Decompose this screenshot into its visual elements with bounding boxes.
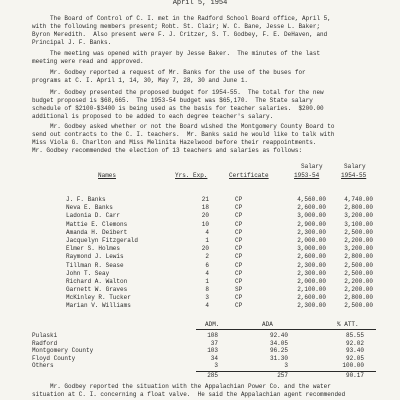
salary-1954-55: 2,200.00 <box>344 236 373 244</box>
salary-1954-55: 2,500.00 <box>344 261 373 269</box>
adm-value: 108 <box>207 332 218 339</box>
adm-value: 103 <box>207 347 218 355</box>
salary-1953-54: 3,000.00 <box>297 212 326 220</box>
header-names: Names <box>98 172 117 179</box>
attendance-percent: 92.05 <box>345 354 364 362</box>
paragraph-budget: Mr. Godbey presented the proposed budget for 1954-55. The total for the new budget proposed is $68,665. The 1953-54 budget was $65,170. The State salary schedule of $2100-$3400 is being used as the basis for teacher salaries. $200.00 additional is proposed to be added to each degree teacher's salary. <box>32 89 324 120</box>
salary-label: Salary <box>301 163 323 170</box>
attendance-percent: 93.40 <box>345 347 364 355</box>
years-experience: 4 <box>205 269 209 277</box>
county-name: Montgomery County <box>32 347 94 355</box>
salary-1953-54: 2,100.00 <box>297 286 326 294</box>
salary-1954-55: 2,500.00 <box>344 228 373 236</box>
teacher-name: Richard A. Walton <box>66 277 128 285</box>
attendance-header-rule <box>196 329 376 330</box>
county-name: Pulaski <box>32 332 58 339</box>
ada-value: 92.40 <box>269 332 288 339</box>
paragraph-contracts: Mr. Godbey asked whether or not the Board wished the Montgomery County Board to send out contracts to the C. I. teachers. Mr. Banks said he would like to talk with Miss Viola G. Charlton and Miss Melinita Hazelwood before their reappointments. Mr. Godbey recommended the election of 13 teachers and salaries as follows: <box>32 123 335 154</box>
table-row <box>0 362 400 370</box>
teacher-name: Jacquelyn Fitzgerald <box>66 236 139 244</box>
salary-1954-55: 2,200.00 <box>344 286 373 294</box>
table-row <box>0 347 400 355</box>
salary-1953-54: 2,000.00 <box>297 277 326 285</box>
header-salary-1954: 1954-55 <box>341 172 367 179</box>
total-adm: 285 <box>207 372 218 379</box>
salary-1954-55: 2,800.00 <box>344 294 373 302</box>
certificate: CP <box>235 269 243 277</box>
teacher-name: Neva E. Banks <box>66 204 113 212</box>
years-experience: 21 <box>201 196 209 203</box>
table-row <box>0 262 400 270</box>
county-name: Floyd County <box>32 354 76 362</box>
header-certificate: Certificate <box>229 172 269 179</box>
table-row <box>0 278 400 286</box>
salary-1953-54: 2,300.00 <box>297 228 326 236</box>
certificate: CP <box>235 204 243 212</box>
salary-1953-54: 2,000.00 <box>297 236 326 244</box>
certificate: CP <box>235 261 243 269</box>
adm-value: 3 <box>214 362 218 370</box>
paragraph-buses: Mr. Godbey reported a request of Mr. Banks for the use of the buses for programs at C. I. April 1, 14, 30, May 7, 28, 30 and June 1. <box>32 69 306 84</box>
teacher-name: Mattie E. Clemons <box>66 220 128 228</box>
attendance-percent: 100.00 <box>342 362 364 370</box>
teacher-name: John T. Seay <box>66 269 110 277</box>
paragraph-power-co: Mr. Godbey reported the situation with the Appalachian Power Co. and the water situation at C. I. concerning a float valve. He said the Appalachian agent recommended <box>32 383 346 398</box>
date-line: April 5, 1954 <box>172 0 228 7</box>
salary-1954-55: 2,800.00 <box>344 253 373 261</box>
years-experience: 8 <box>205 286 209 294</box>
table-row <box>0 237 400 245</box>
certificate: CP <box>235 302 243 310</box>
header-adm: ADM. <box>205 321 220 328</box>
certificate: CP <box>235 245 243 253</box>
attendance-table <box>0 332 400 370</box>
header-ada: ADA <box>262 321 273 328</box>
certificate: SP <box>235 286 243 294</box>
years-experience: 2 <box>205 253 209 261</box>
table-row <box>0 221 400 229</box>
salary-1953-54: 2,600.00 <box>297 204 326 212</box>
ada-value: 31.30 <box>269 354 288 362</box>
table-row <box>0 229 400 237</box>
salary-1953-54: 4,560.00 <box>297 196 326 203</box>
header-years: Yrs. Exp. <box>175 172 208 179</box>
teacher-name: Raymond J. Lewis <box>66 253 124 261</box>
table-row <box>0 302 400 310</box>
teacher-name: Marian V. Williams <box>66 302 131 310</box>
table-row <box>0 332 400 340</box>
total-ada: 257 <box>277 372 288 379</box>
salary-1953-54: 2,300.00 <box>297 302 326 310</box>
ada-value: 34.05 <box>269 339 288 347</box>
salary-1954-55: 2,200.00 <box>344 277 373 285</box>
table-row <box>0 212 400 220</box>
header-salary-1953: 1953-54 <box>294 172 320 179</box>
years-experience: 4 <box>205 302 209 310</box>
salary-1954-55: 2,500.00 <box>344 302 373 310</box>
salary-1954-55: 4,740.00 <box>344 196 373 203</box>
teacher-name: Garnett W. Graves <box>66 286 128 294</box>
teacher-name: McKinley R. Tucker <box>66 294 131 302</box>
table-row <box>0 253 400 261</box>
county-name: Others <box>32 362 54 370</box>
salary-label: Salary <box>344 163 366 170</box>
salary-1953-54: 2,900.00 <box>297 220 326 228</box>
certificate: CP <box>235 212 243 220</box>
years-experience: 10 <box>201 220 209 228</box>
ada-value: 3 <box>284 362 288 370</box>
salary-1953-54: 2,300.00 <box>297 261 326 269</box>
teacher-name: Amanda H. Deibert <box>66 228 128 236</box>
attendance-percent: 85.55 <box>345 332 364 339</box>
attendance-total-row <box>0 372 400 380</box>
salary-1954-55: 2,500.00 <box>344 269 373 277</box>
teacher-name: Tillman R. Sease <box>66 261 124 269</box>
table-row <box>0 196 400 204</box>
salary-1953-54: 2,600.00 <box>297 294 326 302</box>
certificate: CP <box>235 294 243 302</box>
certificate: CP <box>235 277 243 285</box>
salary-1954-55: 3,200.00 <box>344 212 373 220</box>
adm-value: 37 <box>210 339 218 347</box>
table-row <box>0 245 400 253</box>
years-experience: 1 <box>205 277 209 285</box>
years-experience: 3 <box>205 294 209 302</box>
table-row <box>0 270 400 278</box>
years-experience: 18 <box>201 204 209 212</box>
table-row <box>0 204 400 212</box>
salary-1954-55: 3,100.00 <box>344 220 373 228</box>
salary-1954-55: 3,200.00 <box>344 245 373 253</box>
paragraph-attendance: The Board of Control of C. I. met in the Radford School Board office, April 5, with the following members present; Robt. St. Clair; W. C. Bane, Jesse L. Baker; Byron Meredith. Also present were F. J. Critzer, S. T. Godbey, F. E. DeHaven, and Principal J. F. Banks. <box>32 15 331 46</box>
header-pct: % ATT. <box>337 321 359 328</box>
staff-table <box>0 196 400 311</box>
total-pct: 90.17 <box>345 372 364 379</box>
attendance-percent: 92.02 <box>345 339 364 347</box>
salary-1953-54: 2,300.00 <box>297 269 326 277</box>
years-experience: 20 <box>201 212 209 220</box>
years-experience: 4 <box>205 228 209 236</box>
ada-value: 96.25 <box>269 347 288 355</box>
paragraph-opening: The meeting was opened with prayer by Jesse Baker. The minutes of the last meeting were read and approved. <box>32 50 321 65</box>
teacher-name: J. F. Banks <box>66 196 106 203</box>
staff-table-header <box>0 163 400 189</box>
certificate: CP <box>235 228 243 236</box>
table-row <box>0 355 400 363</box>
teacher-name: Elmer S. Holmes <box>66 245 121 253</box>
years-experience: 6 <box>205 261 209 269</box>
teacher-name: Ladonia D. Carr <box>66 212 121 220</box>
certificate: CP <box>235 236 243 244</box>
table-row <box>0 286 400 294</box>
years-experience: 20 <box>201 245 209 253</box>
adm-value: 34 <box>210 354 218 362</box>
table-row <box>0 340 400 348</box>
salary-1953-54: 3,000.00 <box>297 245 326 253</box>
certificate: CP <box>235 253 243 261</box>
years-experience: 1 <box>205 236 209 244</box>
county-name: Radford <box>32 339 58 347</box>
salary-1953-54: 2,600.00 <box>297 253 326 261</box>
certificate: CP <box>235 196 243 203</box>
salary-1954-55: 2,800.00 <box>344 204 373 212</box>
table-row <box>0 294 400 302</box>
certificate: CP <box>235 220 243 228</box>
